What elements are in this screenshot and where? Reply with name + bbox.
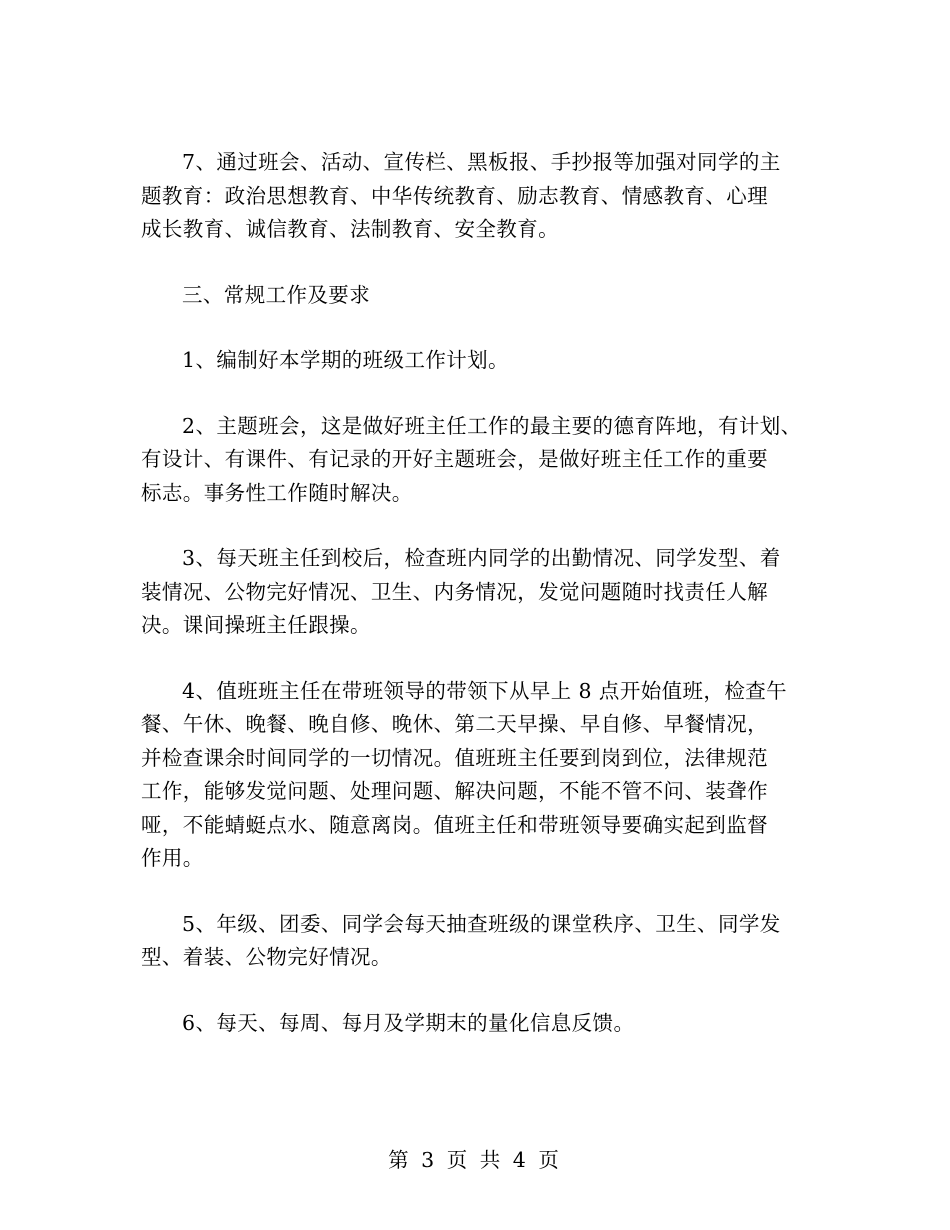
- text-line: 工作，能够发觉问题、处理问题、解决问题，不能不管不问、装聋作: [141, 779, 768, 803]
- text-line: 7、通过班会、活动、宣传栏、黑板报、手抄报等加强对同学的主: [182, 150, 781, 174]
- text-line: 型、着装、公物完好情况。: [141, 945, 392, 969]
- paragraph-rule-5: [141, 908, 813, 975]
- document-body: [141, 146, 813, 1072]
- paragraph-item-7: [141, 146, 813, 247]
- text-line: 5、年级、团委、同学会每天抽查班级的课堂秩序、卫生、同学发: [182, 911, 781, 936]
- page-number-footer: 第 3 页 共 4 页: [388, 1148, 562, 1172]
- paragraph-rule-1: [141, 344, 813, 378]
- text-line: 餐、午休、晚餐、晚自修、晚休、第二天早操、早自修、早餐情况，: [141, 712, 768, 736]
- paragraph-rule-2: [141, 410, 813, 511]
- text-line: 6、每天、每周、每月及学期末的量化信息反馈。: [182, 1010, 635, 1035]
- text-line: 1、编制好本学期的班级工作计划。: [182, 348, 509, 372]
- text-line: 并检查课余时间同学的一切情况。值班班主任要到岗到位，法律规范: [141, 745, 768, 770]
- paragraph-rule-4: [141, 675, 813, 876]
- text-line: 2、主题班会，这是做好班主任工作的最主要的德育阵地，有计划、: [182, 413, 802, 438]
- text-line: 标志。事务性工作随时解决。: [141, 480, 413, 505]
- text-line: 3、每天班主任到校后，检查班内同学的出勤情况、同学发型、着: [182, 546, 781, 570]
- paragraph-rule-3: [141, 542, 813, 643]
- text-line: 4、值班班主任在带班领导的带领下从早上 8 点开始值班，检查午: [182, 678, 788, 703]
- text-line: 题教育：政治思想教育、中华传统教育、励志教育、情感教育、心理: [141, 183, 768, 208]
- text-line: 哑，不能蜻蜓点水、随意离岗。值班主任和带班领导要确实起到监督: [141, 812, 768, 837]
- text-line: 有设计、有课件、有记录的开好主题班会，是做好班主任工作的重要: [141, 447, 768, 471]
- text-line: 装情况、公物完好情况、卫生、内务情况，发觉问题随时找责任人解: [141, 579, 768, 604]
- section-heading: 三、常规工作及要求: [182, 282, 371, 307]
- paragraph-rule-6: [141, 1007, 813, 1041]
- text-line: 决。课间操班主任跟操。: [141, 613, 371, 637]
- text-line: 成长教育、诚信教育、法制教育、安全教育。: [141, 217, 559, 241]
- text-line: 作用。: [141, 846, 204, 870]
